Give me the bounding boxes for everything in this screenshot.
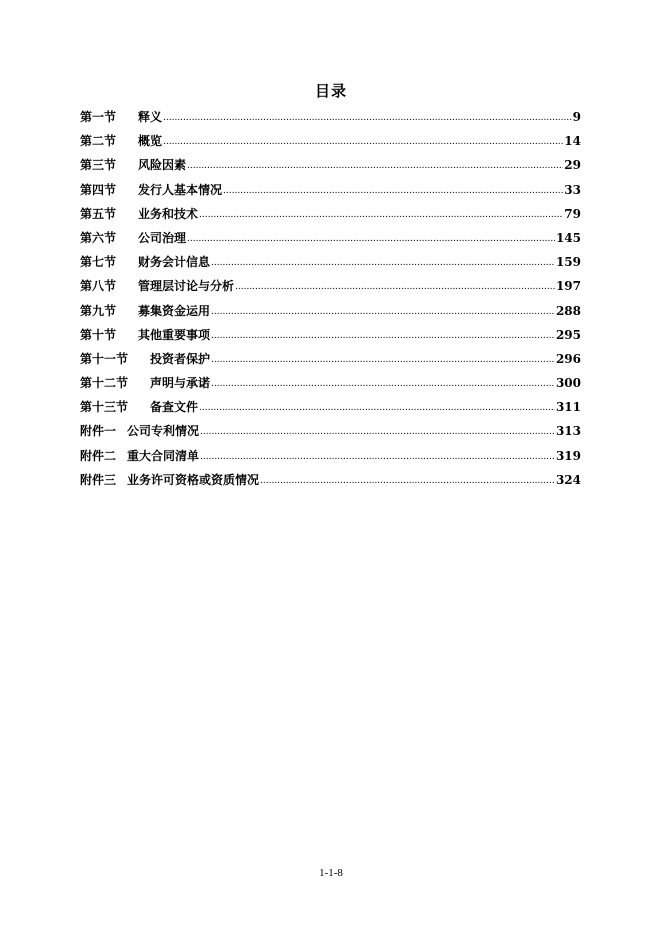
toc-row-16[interactable] — [80, 471, 581, 495]
toc-section-title: 风险因素 — [138, 158, 187, 173]
toc-row-9[interactable] — [80, 302, 581, 326]
toc-row-14[interactable] — [80, 422, 581, 446]
toc-section-number: 第十一节 — [80, 351, 129, 366]
toc-dot-leader — [163, 133, 563, 147]
toc-row-15[interactable] — [80, 447, 581, 471]
toc-page-number: 79 — [564, 206, 581, 221]
toc-page-number: 29 — [564, 158, 581, 173]
toc-dot-leader — [200, 423, 555, 437]
toc-section-title: 声明与承诺 — [150, 376, 211, 391]
toc-section-number: 第二节 — [80, 134, 117, 149]
toc-section-title: 募集资金运用 — [138, 303, 211, 318]
toc-section-title: 投资者保护 — [150, 351, 211, 366]
toc-section-number: 第六节 — [80, 230, 117, 245]
toc-section-number: 第七节 — [80, 255, 117, 270]
toc-section-title: 发行人基本情况 — [138, 182, 223, 197]
toc-section-title: 财务会计信息 — [138, 255, 211, 270]
toc-page-number: 319 — [555, 448, 581, 463]
toc-appendix-number: 附件一 — [80, 424, 117, 439]
toc-section-title: 公司专利情况 — [127, 424, 200, 439]
toc-page-number: 145 — [555, 230, 581, 245]
toc-page-number: 159 — [555, 255, 581, 270]
toc-dot-leader — [199, 399, 555, 413]
toc-row-1[interactable] — [80, 108, 581, 132]
toc-page-number: 288 — [555, 303, 581, 318]
toc-dot-leader — [211, 375, 555, 389]
toc-row-10[interactable] — [80, 326, 581, 350]
toc-section-title: 公司治理 — [138, 230, 187, 245]
toc-row-8[interactable] — [80, 277, 581, 301]
toc-section-title: 释义 — [138, 110, 163, 124]
toc-appendix-number: 附件三 — [80, 472, 117, 487]
toc-section-title: 概览 — [138, 134, 163, 149]
toc-section-title: 业务许可资格或资质情况 — [127, 472, 260, 487]
toc-row-7[interactable] — [80, 253, 581, 277]
toc-dot-leader — [211, 254, 555, 268]
toc-page-number: 313 — [555, 424, 581, 439]
page-footer-number: 1-1-8 — [319, 867, 343, 879]
toc-page-number: 9 — [572, 110, 581, 124]
toc-row-4[interactable] — [80, 181, 581, 205]
toc-dot-leader — [187, 230, 555, 244]
toc-page-number: 33 — [564, 182, 581, 197]
toc-dot-leader — [223, 182, 563, 196]
toc-section-number: 第三节 — [80, 158, 117, 173]
toc-dot-leader — [211, 351, 555, 365]
toc-section-title: 备查文件 — [150, 400, 199, 415]
toc-page-number: 300 — [555, 376, 581, 391]
toc-row-13[interactable] — [80, 398, 581, 422]
toc-section-title: 重大合同清单 — [127, 448, 200, 463]
toc-row-6[interactable] — [80, 229, 581, 253]
toc-page-number: 14 — [564, 134, 581, 149]
toc-section-number: 第五节 — [80, 206, 117, 221]
toc-section-number: 第一节 — [80, 110, 117, 124]
toc-row-5[interactable] — [80, 205, 581, 229]
toc-section-number: 第十三节 — [80, 400, 129, 415]
toc-dot-leader — [235, 278, 555, 292]
toc-row-12[interactable] — [80, 374, 581, 398]
toc-page-number: 295 — [555, 327, 581, 342]
toc-dot-leader — [200, 448, 555, 462]
toc-section-title: 管理层讨论与分析 — [138, 279, 235, 294]
toc-section-number: 第八节 — [80, 279, 117, 294]
toc-row-3[interactable] — [80, 156, 581, 180]
toc-page-number: 296 — [555, 351, 581, 366]
toc-section-number: 第四节 — [80, 182, 117, 197]
toc-page-number: 197 — [555, 279, 581, 294]
table-of-contents — [80, 108, 581, 495]
toc-section-number: 第十节 — [80, 327, 117, 342]
toc-dot-leader — [260, 472, 555, 486]
toc-row-2[interactable] — [80, 132, 581, 156]
toc-row-11[interactable] — [80, 350, 581, 374]
toc-dot-leader — [211, 327, 555, 341]
toc-dot-leader — [199, 206, 563, 220]
toc-section-title: 其他重要事项 — [138, 327, 211, 342]
toc-dot-leader — [211, 303, 555, 317]
toc-appendix-number: 附件二 — [80, 448, 117, 463]
toc-page-number: 324 — [555, 472, 581, 487]
toc-section-number: 第十二节 — [80, 376, 129, 391]
page-title: 目录 — [314, 82, 347, 100]
toc-section-number: 第九节 — [80, 303, 117, 318]
toc-section-title: 业务和技术 — [138, 206, 199, 221]
toc-dot-leader — [163, 109, 572, 123]
toc-page-number: 311 — [555, 400, 581, 415]
toc-dot-leader — [187, 157, 563, 171]
